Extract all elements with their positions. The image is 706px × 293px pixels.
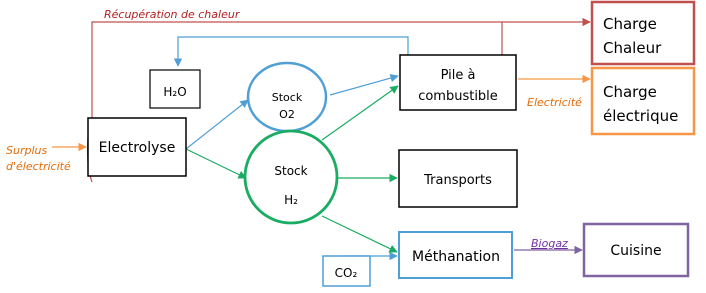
charge-electrique-line2: électrique xyxy=(603,107,679,125)
methanation-box xyxy=(399,232,512,278)
charge-chaleur-box xyxy=(592,2,694,64)
h2o-label: H₂O xyxy=(163,85,187,99)
cuisine-box xyxy=(584,224,688,276)
stock-o2-line1: Stock xyxy=(271,91,303,104)
surplus-label-line2: d'électricité xyxy=(6,160,71,173)
h2o-box xyxy=(150,70,200,108)
pile-line1: Pile à xyxy=(440,68,476,83)
co2-box xyxy=(323,256,370,286)
recuperation-label: Récupération de chaleur xyxy=(104,8,240,21)
pile-line2: combustible xyxy=(418,89,498,104)
electrolyse-label: Electrolyse xyxy=(98,140,176,156)
electricite-label: Electricité xyxy=(527,96,582,109)
pile-combustible-box xyxy=(400,55,516,110)
charge-electrique-box xyxy=(592,68,694,134)
cuisine-label: Cuisine xyxy=(610,243,662,259)
stock-h2-node xyxy=(245,131,337,223)
transports-label: Transports xyxy=(424,173,492,188)
charge-electrique-line1: Charge xyxy=(603,83,657,101)
charge-chaleur-line2: Chaleur xyxy=(603,39,662,57)
methanation-label: Méthanation xyxy=(412,249,500,265)
charge-chaleur-line1: Charge xyxy=(603,15,657,33)
stock-h2-line1: Stock xyxy=(274,164,308,178)
stock-h2-line2: H₂ xyxy=(284,193,298,207)
stock-o2-node xyxy=(248,63,326,131)
co2-label: CO₂ xyxy=(334,266,358,280)
electrolyse-box xyxy=(88,118,186,176)
transports-box xyxy=(399,150,517,207)
biogaz-label: Biogaz xyxy=(531,237,568,250)
surplus-label-line1: Surplus xyxy=(6,144,48,157)
stock-o2-line2: O2 xyxy=(279,108,295,121)
